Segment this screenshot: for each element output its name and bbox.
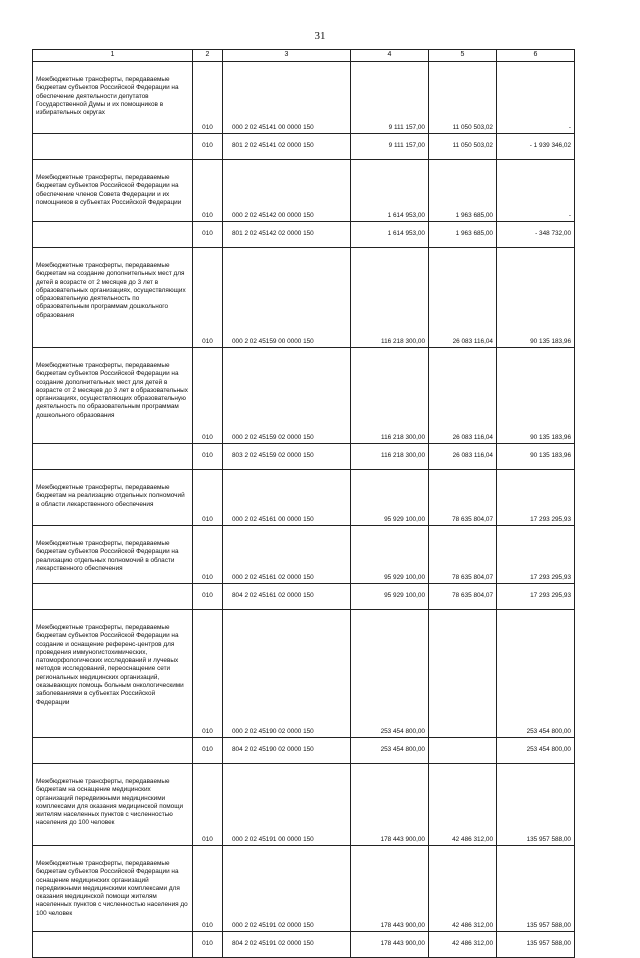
table-row <box>33 738 575 764</box>
row-description <box>33 738 193 764</box>
table-row <box>33 610 575 738</box>
row-col6: - <box>497 160 575 222</box>
row-description: Межбюджетные трансферты, передаваемые бюджетам субъектов Российской Федерации на создание и оснащение референс-центров для проведения иммуногистохимических, патоморфологических исследований и лучевых методов исследований, переоснащение сети региональных медицинских организаций, оказывающих помощь больным онкологическими заболеваниями в субъектах Российской Федерации <box>33 610 193 738</box>
row-code-b: 000 2 02 45190 02 0000 150 <box>223 610 351 738</box>
row-description: Межбюджетные трансферты, передаваемые бюджетам на создание дополнительных мест для детей в возрасте от 2 месяцев до 3 лет в образовательных организациях, осуществляющих образовательную деятельность по образовательным программам дошкольного образования <box>33 248 193 348</box>
row-code-b: 804 2 02 45161 02 0000 150 <box>223 584 351 610</box>
row-code-b: 000 2 02 45142 00 0000 150 <box>223 160 351 222</box>
row-description: Межбюджетные трансферты, передаваемые бюджетам на реализацию отдельных полномочий в области лекарственного обеспечения <box>33 470 193 526</box>
row-col6: 17 293 295,93 <box>497 470 575 526</box>
table-row <box>33 348 575 444</box>
row-col6: 135 957 588,00 <box>497 764 575 846</box>
row-code-b: 801 2 02 45142 02 0000 150 <box>223 222 351 248</box>
header-cell-6: 6 <box>497 50 575 62</box>
row-col5: 42 486 312,00 <box>429 932 497 958</box>
row-code-a: 010 <box>193 222 223 248</box>
row-col6: 17 293 295,93 <box>497 584 575 610</box>
row-code-a: 010 <box>193 160 223 222</box>
row-code-a: 010 <box>193 764 223 846</box>
row-col6: 90 135 183,96 <box>497 444 575 470</box>
header-row <box>33 50 575 62</box>
row-col4: 95 929 100,00 <box>351 584 429 610</box>
row-col5: 42 486 312,00 <box>429 846 497 932</box>
row-col5: 26 083 116,04 <box>429 348 497 444</box>
row-code-b: 804 2 02 45190 02 0000 150 <box>223 738 351 764</box>
row-code-b: 801 2 02 45141 02 0000 150 <box>223 134 351 160</box>
row-code-b: 000 2 02 45159 02 0000 150 <box>223 348 351 444</box>
row-description: Межбюджетные трансферты, передаваемые бюджетам субъектов Российской Федерации на обеспечение деятельности депутатов Государственной Думы и их помощников в избирательных округах <box>33 62 193 134</box>
table-row <box>33 62 575 134</box>
table-row <box>33 846 575 932</box>
row-code-b: 000 2 02 45161 00 0000 150 <box>223 470 351 526</box>
header-cell-3: 3 <box>223 50 351 62</box>
row-col5: 11 050 503,02 <box>429 134 497 160</box>
row-col5: 42 486 312,00 <box>429 764 497 846</box>
row-col6: 253 454 800,00 <box>497 738 575 764</box>
row-code-b: 000 2 02 45191 02 0000 150 <box>223 846 351 932</box>
row-col6: - 348 732,00 <box>497 222 575 248</box>
row-code-a: 010 <box>193 932 223 958</box>
table-row <box>33 526 575 584</box>
row-code-a: 010 <box>193 134 223 160</box>
row-col4: 1 614 953,00 <box>351 160 429 222</box>
row-col6: 253 454 800,00 <box>497 610 575 738</box>
header-cell-5: 5 <box>429 50 497 62</box>
row-col5: 26 083 116,04 <box>429 444 497 470</box>
row-col5: 1 963 685,00 <box>429 160 497 222</box>
row-description <box>33 584 193 610</box>
row-description: Межбюджетные трансферты, передаваемые бюджетам субъектов Российской Федерации на создание дополнительных мест для детей в возрасте от 2 месяцев до 3 лет в образовательных организациях, осуществляющих образовательную деятельность по образовательным программам дошкольного образования <box>33 348 193 444</box>
page-number: 31 <box>314 30 326 42</box>
row-code-b: 803 2 02 45159 02 0000 150 <box>223 444 351 470</box>
table-row <box>33 470 575 526</box>
table-row <box>33 134 575 160</box>
row-code-a: 010 <box>193 526 223 584</box>
row-code-a: 010 <box>193 610 223 738</box>
table-row <box>33 444 575 470</box>
row-col5 <box>429 738 497 764</box>
row-col5 <box>429 610 497 738</box>
header-cell-4: 4 <box>351 50 429 62</box>
table-row <box>33 160 575 222</box>
row-col4: 116 218 300,00 <box>351 444 429 470</box>
row-col6: 135 957 588,00 <box>497 846 575 932</box>
row-col4: 1 614 953,00 <box>351 222 429 248</box>
row-col4: 95 929 100,00 <box>351 526 429 584</box>
row-col6: 17 293 295,93 <box>497 526 575 584</box>
table-row <box>33 932 575 958</box>
row-description: Межбюджетные трансферты, передаваемые бюджетам субъектов Российской Федерации на оснащение медицинских организаций передвижными медицинскими комплексами для оказания медицинской помощи жителям населенных пунктов с численностью населения до 100 человек <box>33 846 193 932</box>
row-col5: 78 635 804,07 <box>429 526 497 584</box>
header-cell-2: 2 <box>193 50 223 62</box>
row-code-a: 010 <box>193 348 223 444</box>
row-code-a: 010 <box>193 738 223 764</box>
row-col5: 26 083 116,04 <box>429 248 497 348</box>
row-description: Межбюджетные трансферты, передаваемые бюджетам субъектов Российской Федерации на реализацию отдельных полномочий в области лекарственного обеспечения <box>33 526 193 584</box>
row-description <box>33 134 193 160</box>
row-code-b: 804 2 02 45191 02 0000 150 <box>223 932 351 958</box>
row-col5: 78 635 804,07 <box>429 470 497 526</box>
row-description: Межбюджетные трансферты, передаваемые бюджетам на оснащение медицинских организаций передвижными медицинскими комплексами для оказания медицинской помощи жителям населенных пунктов с численностью населения до 100 человек <box>33 764 193 846</box>
row-col6: 90 135 183,96 <box>497 348 575 444</box>
row-description: Межбюджетные трансферты, передаваемые бюджетам субъектов Российской Федерации на обеспечение членов Совета Федерации и их помощников в субъектах Российской Федерации <box>33 160 193 222</box>
row-code-a: 010 <box>193 248 223 348</box>
row-col5: 1 963 685,00 <box>429 222 497 248</box>
row-description <box>33 932 193 958</box>
row-code-b: 000 2 02 45141 00 0000 150 <box>223 62 351 134</box>
row-col6: 135 957 588,00 <box>497 932 575 958</box>
row-col5: 78 635 804,07 <box>429 584 497 610</box>
header-cell-1: 1 <box>33 50 193 62</box>
row-code-b: 000 2 02 45159 00 0000 150 <box>223 248 351 348</box>
row-col4: 178 443 900,00 <box>351 846 429 932</box>
row-code-b: 000 2 02 45161 02 0000 150 <box>223 526 351 584</box>
row-col6: 90 135 183,96 <box>497 248 575 348</box>
row-code-a: 010 <box>193 846 223 932</box>
row-col4: 116 218 300,00 <box>351 348 429 444</box>
row-col4: 253 454 800,00 <box>351 610 429 738</box>
row-code-b: 000 2 02 45191 00 0000 150 <box>223 764 351 846</box>
row-code-a: 010 <box>193 470 223 526</box>
row-col4: 9 111 157,00 <box>351 134 429 160</box>
row-description <box>33 222 193 248</box>
table-row <box>33 222 575 248</box>
row-col5: 11 050 503,02 <box>429 62 497 134</box>
row-col4: 116 218 300,00 <box>351 248 429 348</box>
row-col4: 178 443 900,00 <box>351 932 429 958</box>
budget-table <box>32 49 575 958</box>
row-col4: 178 443 900,00 <box>351 764 429 846</box>
row-code-a: 010 <box>193 444 223 470</box>
table-row <box>33 248 575 348</box>
table-row <box>33 764 575 846</box>
row-code-a: 010 <box>193 62 223 134</box>
row-description <box>33 444 193 470</box>
row-col6: - <box>497 62 575 134</box>
row-col6: - 1 939 346,02 <box>497 134 575 160</box>
table-row <box>33 584 575 610</box>
row-col4: 253 454 800,00 <box>351 738 429 764</box>
row-code-a: 010 <box>193 584 223 610</box>
row-col4: 95 929 100,00 <box>351 470 429 526</box>
row-col4: 9 111 157,00 <box>351 62 429 134</box>
